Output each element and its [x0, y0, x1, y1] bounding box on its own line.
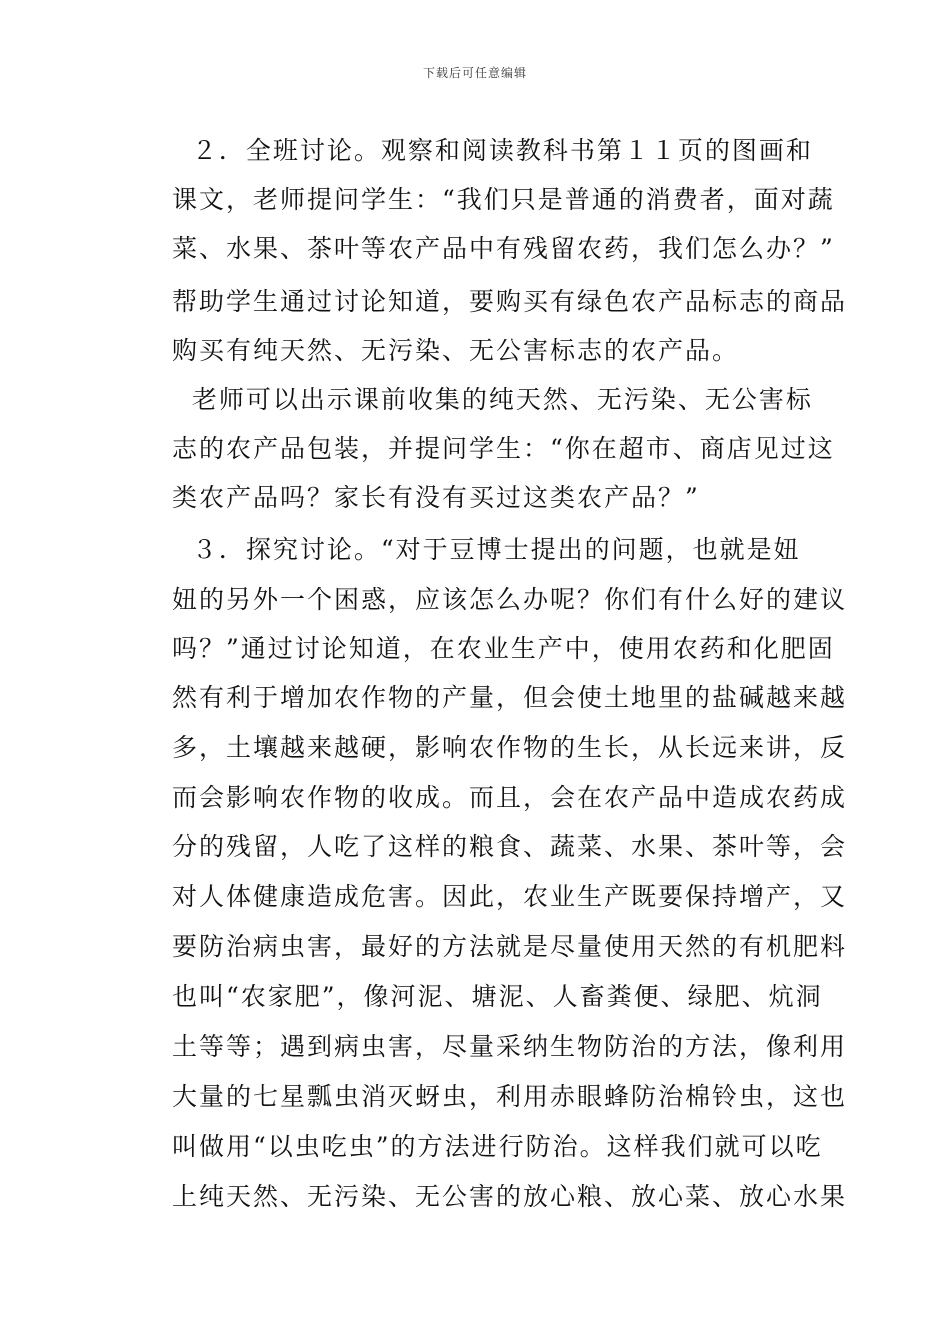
- text-line: 多，土壤越来越硬，影响农作物的生长，从长远来讲，反: [172, 733, 848, 762]
- text-line: 也叫“农家肥”，像河泥、塘泥、人畜粪便、绿肥、炕洞: [172, 982, 823, 1011]
- text-line: 要防治病虫害，最好的方法就是尽量使用天然的有机肥料: [172, 932, 848, 961]
- text-line: 叫做用“以虫吃虫”的方法进行防治。这样我们就可以吃: [172, 1132, 823, 1161]
- text-line: ２．全班讨论。观察和阅读教科书第１１页的图画和: [172, 136, 813, 165]
- text-line: 老师可以出示课前收集的纯天然、无污染、无公害标: [172, 385, 813, 414]
- text-line: 菜、水果、茶叶等农产品中有残留农药，我们怎么办？”: [172, 234, 835, 263]
- text-line: 妞的另外一个困惑，应该怎么办呢？你们有什么好的建议: [172, 585, 848, 614]
- text-line: 帮助学生通过讨论知道，要购买有绿色农产品标志的商品: [172, 287, 848, 316]
- text-line: 课文，老师提问学生：“我们只是普通的消费者，面对蔬: [172, 185, 835, 214]
- text-line: 土等等；遇到病虫害，尽量采纳生物防治的方法，像利用: [172, 1032, 848, 1061]
- text-line: 然有利于增加农作物的产量，但会使土地里的盐碱越来越: [172, 683, 848, 712]
- text-line: 对人体健康造成危害。因此，农业生产既要保持增产，又: [172, 882, 848, 911]
- text-line: 上纯天然、无污染、无公害的放心粮、放心菜、放心水果: [172, 1182, 848, 1211]
- text-line: ３．探究讨论。“对于豆博士提出的问题，也就是妞: [172, 535, 801, 564]
- text-line: 类农产品吗？家长有没有买过这类农产品？”: [172, 483, 700, 512]
- text-line: 志的农产品包装，并提问学生：“你在超市、商店见过这: [172, 434, 835, 463]
- page-header: 下载后可任意编辑: [422, 66, 527, 80]
- text-line: 大量的七星瓢虫消灭蚜虫，利用赤眼蜂防治棉铃虫，这也: [172, 1082, 848, 1111]
- text-line: 分的残留，人吃了这样的粮食、蔬菜、水果、茶叶等，会: [172, 832, 848, 861]
- text-line: 而会影响农作物的收成。而且，会在农产品中造成农药成: [172, 783, 848, 812]
- text-line: 吗？”通过讨论知道，在农业生产中，使用农药和化肥固: [172, 634, 835, 663]
- text-line: 购买有纯天然、无污染、无公害标志的农产品。: [172, 336, 740, 365]
